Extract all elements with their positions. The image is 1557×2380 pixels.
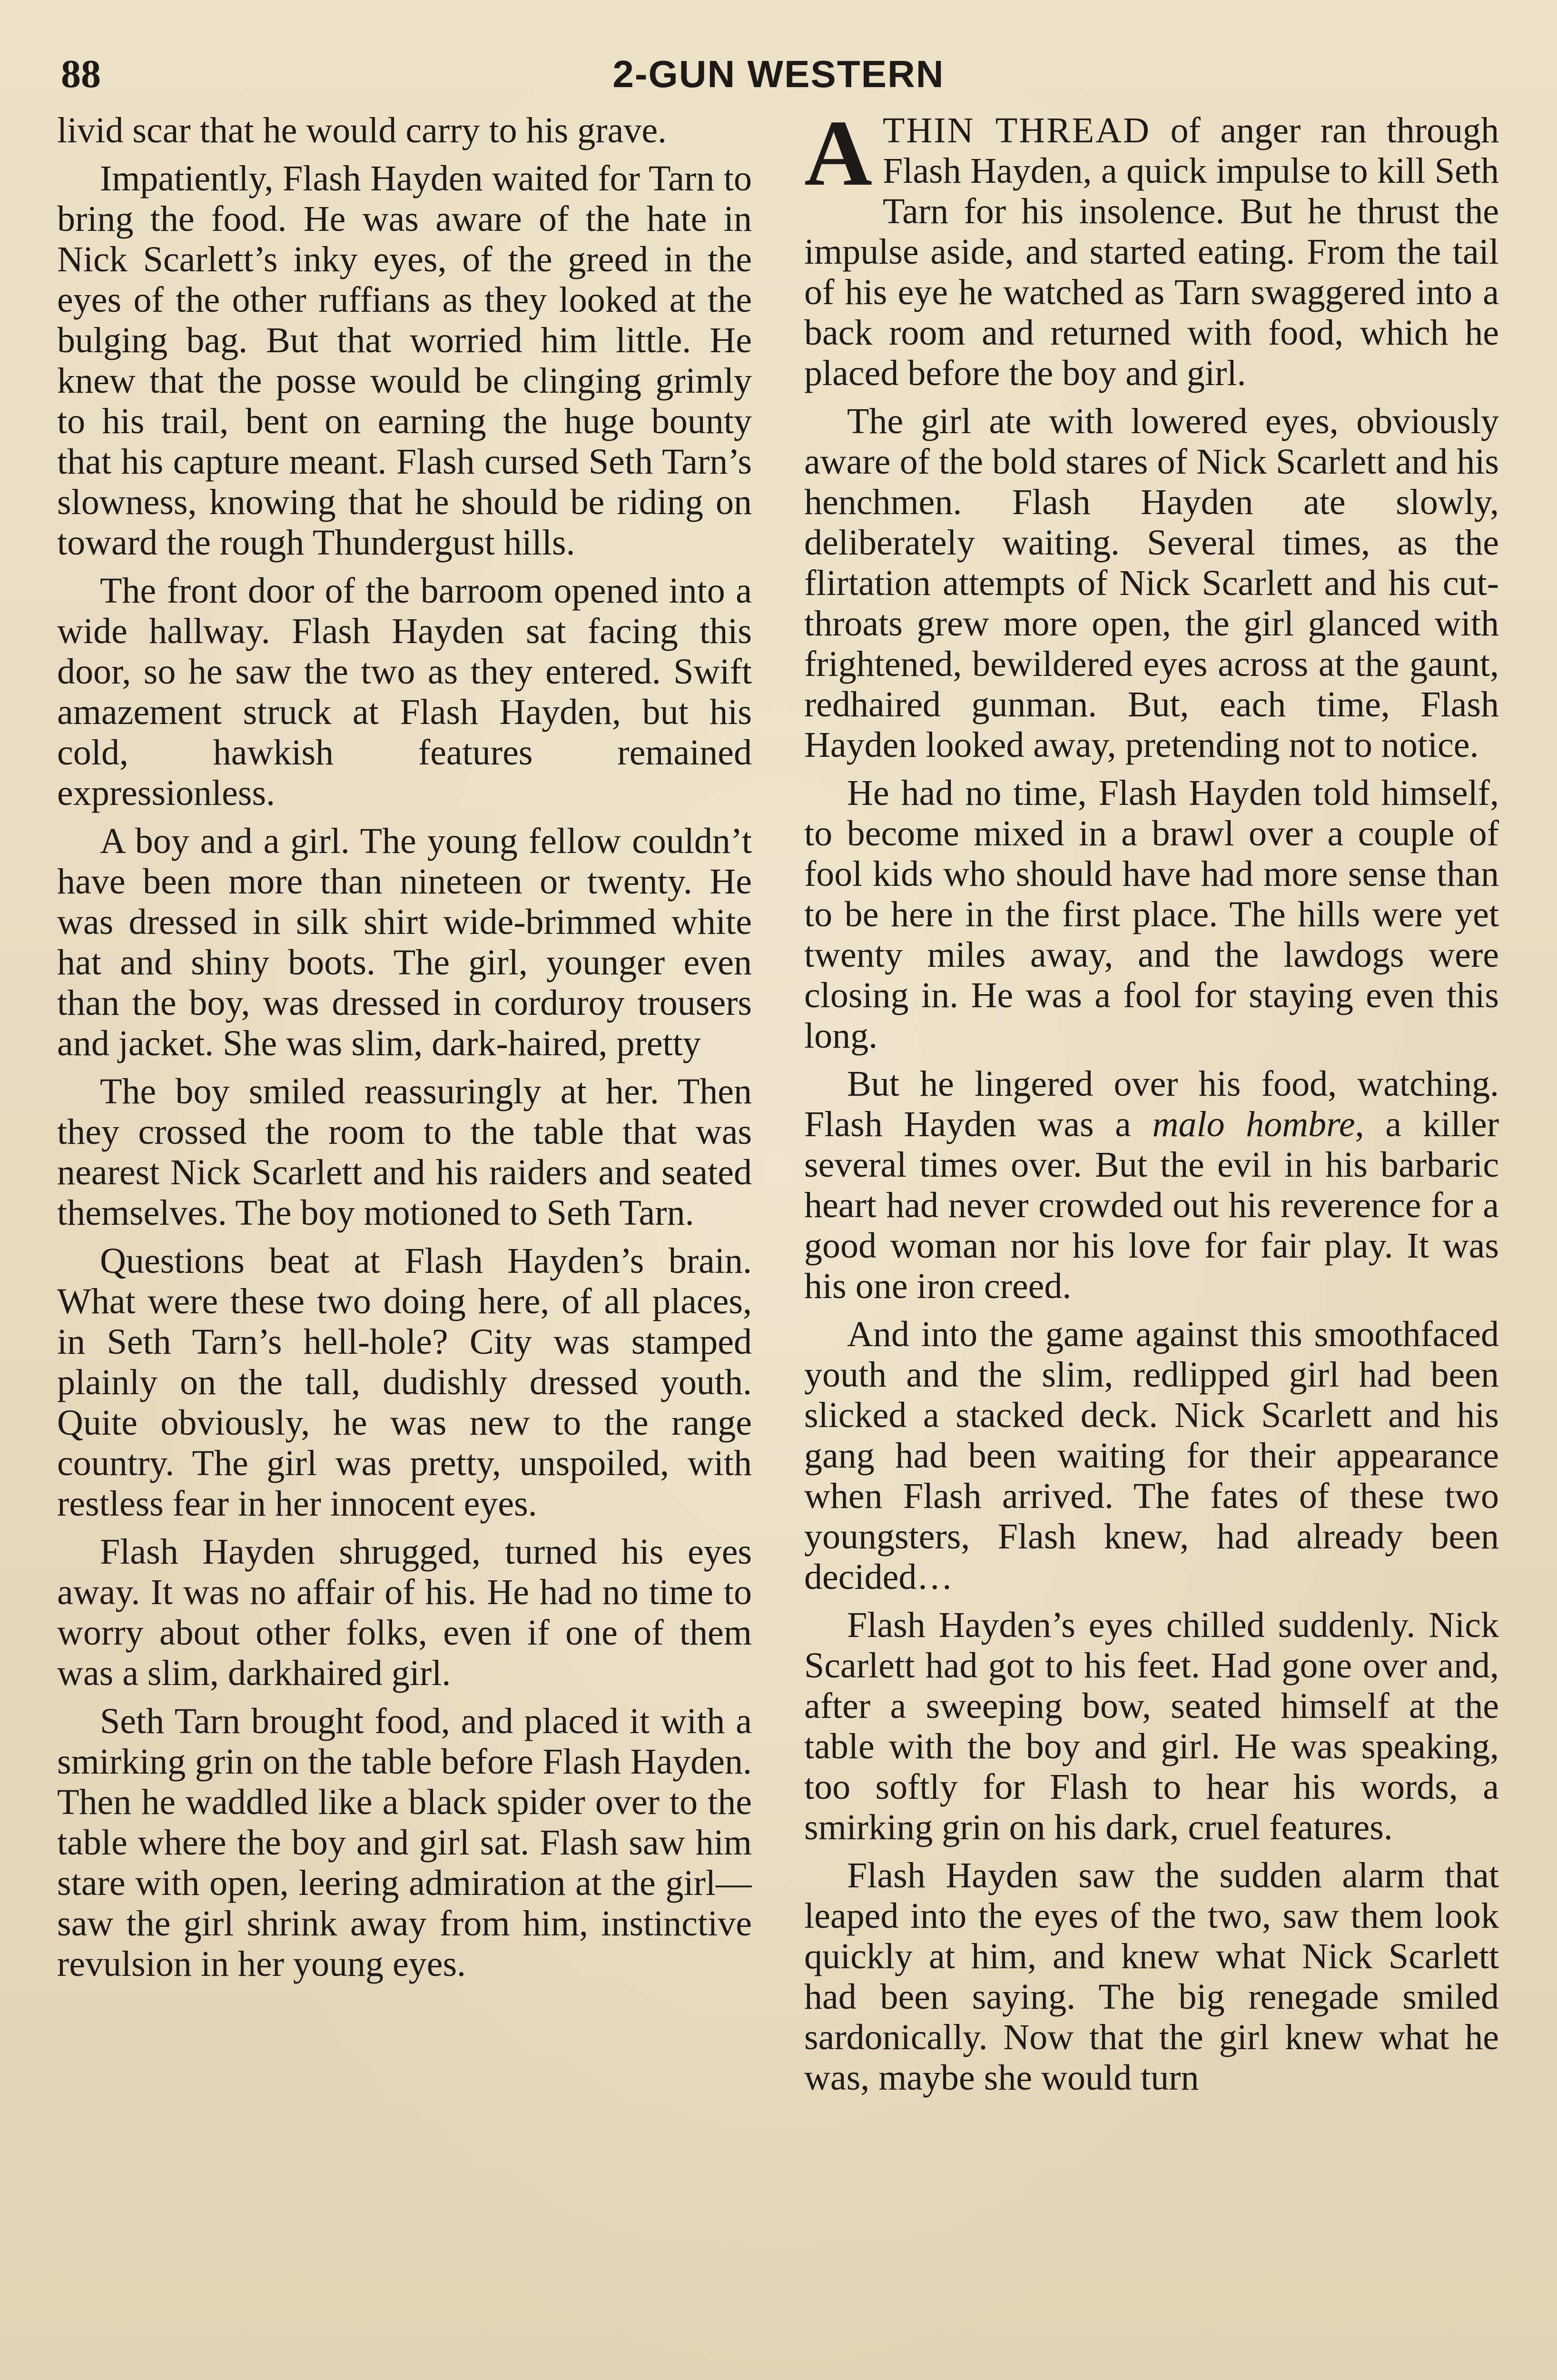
lead-in-caps: THIN THREAD [883,110,1151,150]
paragraph: And into the game against this smoothfaced youth and the slim, redlipped girl had been slicked a stacked deck. Nick Scarlett and his gang had been waiting for their appearance when Flash arrived. The fates of these two youngsters, Flash knew, had already been decided… [804,1314,1499,1597]
page-header [61,46,1496,103]
paragraph: The boy smiled reassuringly at her. Then they crossed the room to the table that was nearest Nick Scarlett and his raiders and seated themselves. The boy motioned to Seth Tarn. [57,1071,752,1233]
paragraph: Impatiently, Flash Hayden waited for Tarn to bring the food. He was aware of the hate in Nick Scarlett’s inky eyes, of the greed in the eyes of the other ruffians as they looked at the bulging bag. But that worried him little. He knew that the posse would be clinging grimly to his trail, bent on earning the huge bounty that his capture meant. Flash cursed Seth Tarn’s slowness, knowing that he should be riding on toward the rough Thundergust hills. [57,159,752,563]
paragraph-text: , a killer several times over. But the evil in his barbaric heart had never crowded out his reverence for a good woman nor his love for fair play. It was his one iron creed. [804,1104,1499,1306]
paragraph: The front door of the barroom opened into a wide hallway. Flash Hayden sat facing this door, so he saw the two as they entered. Swift amazement struck at Flash Hayden, but his cold, hawkish features remained expressionless. [57,571,752,813]
drop-cap: A [804,110,872,205]
paragraph: Seth Tarn brought food, and placed it with a smirking grin on the table before Flash Hayden. Then he waddled like a black spider over to the table where the boy and girl sat. Flash saw him stare with open, leering admiration at the girl—saw the girl shrink away from him, instinctive revulsion in her young eyes. [57,1701,752,1984]
paragraph: Flash Hayden shrugged, turned his eyes away. It was no affair of his. He had no time to worry about other folks, even if one of them was a slim, darkhaired girl. [57,1532,752,1693]
paragraph [804,1064,1499,1307]
paragraph-text: But he lingered over his food, watching. Flash Hayden was a [804,1064,1499,1144]
paragraph: He had no time, Flash Hayden told himself, to become mixed in a brawl over a couple of fool kids who should have had more sense than to be here in the first place. The hills were yet twenty miles away, and the lawdogs were closing in. He was a fool for staying even this long. [804,773,1499,1056]
paragraph: A boy and a girl. The young fellow couldn’t have been more than nineteen or twenty. He was dressed in silk shirt wide-brimmed white hat and shiny boots. The girl, younger even than the boy, was dressed in corduroy trousers and jacket. She was slim, dark-haired, pretty [57,821,752,1063]
right-column [804,110,1499,2380]
italic-phrase: malo hombre [1152,1104,1355,1144]
paragraph: Flash Hayden’s eyes chilled suddenly. Nick Scarlett had got to his feet. Had gone over and, after a sweeping bow, seated himself at the table with the boy and girl. He was speaking, too softly for Flash to hear his words, a smirking grin on his dark, cruel features. [804,1605,1499,1847]
opening-paragraph [804,110,1499,394]
left-column [57,110,752,2380]
page-number: 88 [61,52,101,96]
opening-text: of anger ran through Flash Hayden, a quick impulse to kill Seth Tarn for his insolence. But he thrust the impulse aside, and started eating. From the tail of his eye he watched as Tarn swaggered into a back room and returned with food, which he placed before the boy and girl. [804,110,1499,393]
paragraph: Flash Hayden saw the sudden alarm that leaped into the eyes of the two, saw them look quickly at him, and knew what Nick Scarlett had been saying. The big renegade smiled sardonically. Now that the girl knew what he was, maybe she would turn [804,1855,1499,2098]
running-head: 2-GUN WESTERN [612,53,945,95]
paragraph: Questions beat at Flash Hayden’s brain. What were these two doing here, of all places, in Seth Tarn’s hell-hole? City was stamped plainly on the tall, dudishly dressed youth. Quite obviously, he was new to the range country. The girl was pretty, unspoiled, with restless fear in her innocent eyes. [57,1241,752,1524]
paragraph: The girl ate with lowered eyes, obviously aware of the bold stares of Nick Scarlett and his henchmen. Flash Hayden ate slowly, deliberately waiting. Several times, as the flirtation attempts of Nick Scarlett and his cut-throats grew more open, the girl glanced with frightened, bewildered eyes across at the gaunt, redhaired gunman. But, each time, Flash Hayden looked away, pretending not to notice. [804,401,1499,765]
paragraph: livid scar that he would carry to his grave. [57,110,667,150]
text-columns [57,110,1499,2380]
